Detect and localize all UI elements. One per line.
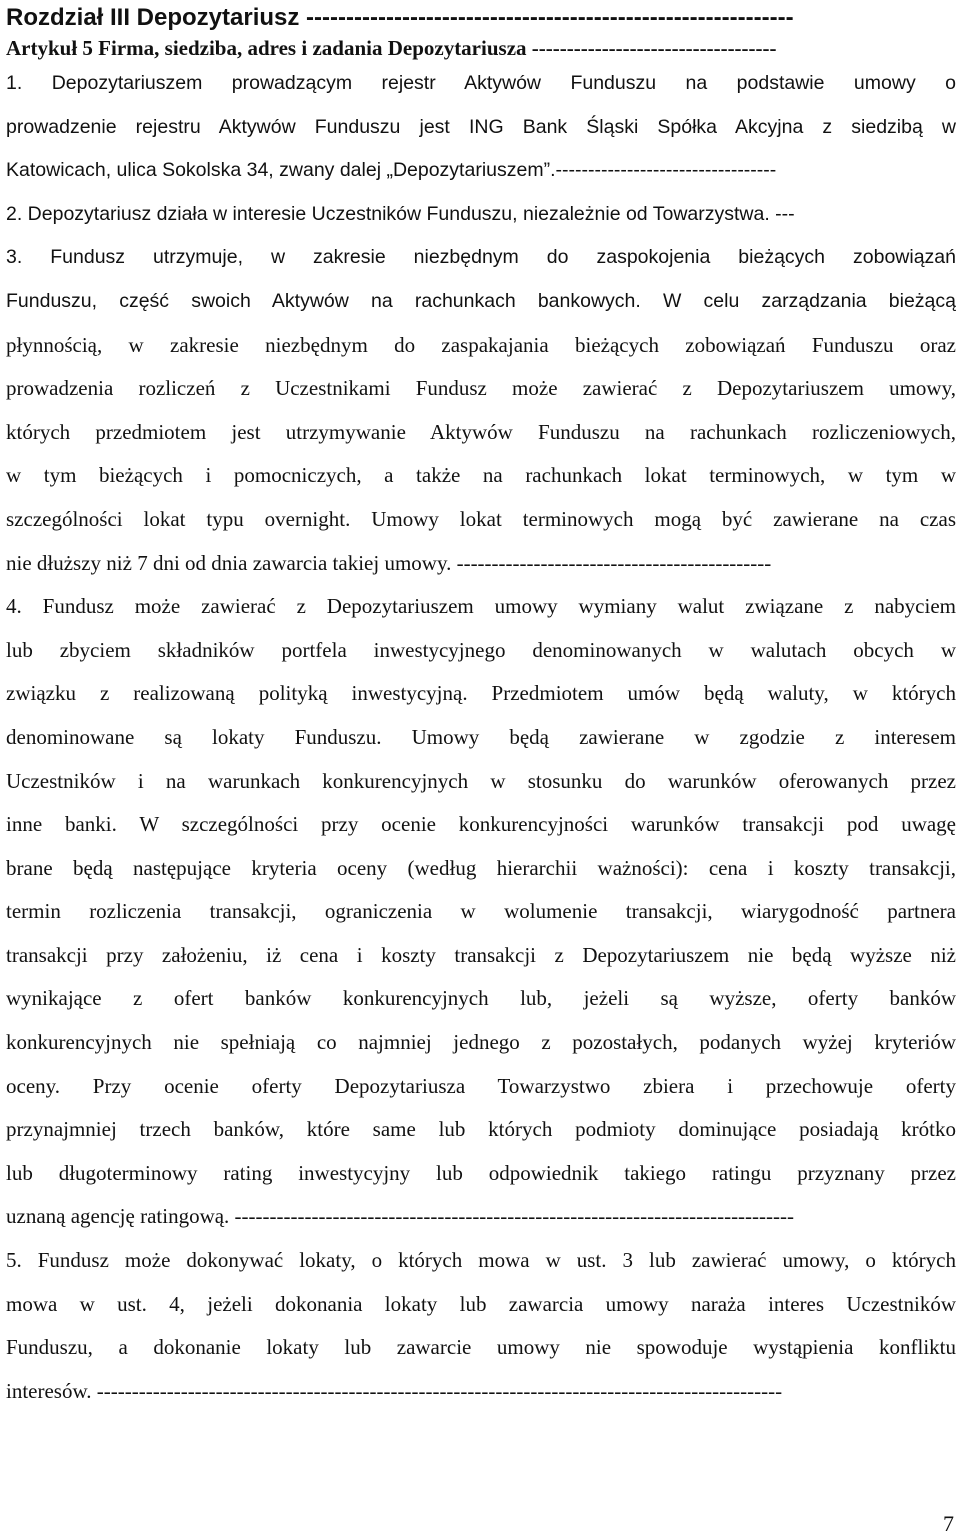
document-page bbox=[6, 0, 956, 1413]
body-line: inne banki. W szczególności przy ocenie konkurencyjności warunków transakcji pod uwagę bbox=[6, 812, 956, 837]
body-line: których przedmiotem jest utrzymywanie Aktywów Funduszu na rachunkach rozliczeniowych, bbox=[6, 419, 956, 444]
body-line: brane będą następujące kryteria oceny (według hierarchii ważności): cena i koszty transakcji, bbox=[6, 855, 956, 880]
body-line: prowadzenia rozliczeń z Uczestnikami Fundusz może zawierać z Depozytariuszem umowy, bbox=[6, 376, 956, 401]
article-body bbox=[6, 62, 956, 1413]
body-line: lub długoterminowy rating inwestycyjny lub odpowiednik takiego ratingu przyznany przez bbox=[6, 1160, 956, 1185]
body-line: Uczestników i na warunkach konkurencyjnych w stosunku do warunków oferowanych przez bbox=[6, 768, 956, 793]
page-number: 7 bbox=[943, 1511, 954, 1536]
body-line: Funduszu, część swoich Aktywów na rachunkach bankowych. W celu zarządzania bieżącą bbox=[6, 289, 956, 312]
body-line: 3. Fundusz utrzymuje, w zakresie niezbędnym do zaspokojenia bieżących zobowiązań bbox=[6, 246, 956, 269]
body-line: płynnością, w zakresie niezbędnym do zaspakajania bieżących zobowiązań Funduszu oraz bbox=[6, 332, 956, 357]
body-line: oceny. Przy ocenie oferty Depozytariusza Towarzystwo zbiera i przechowuje oferty bbox=[6, 1073, 956, 1098]
body-line: związku z realizowaną polityką inwestycyjną. Przedmiotem umów będą waluty, w których bbox=[6, 681, 956, 706]
body-line: wynikające z ofert banków konkurencyjnych lub, jeżeli są wyższe, oferty banków bbox=[6, 986, 956, 1011]
body-line: prowadzenie rejestru Aktywów Funduszu jest ING Bank Śląski Spółka Akcyjna z siedzibą w bbox=[6, 115, 956, 138]
body-line: przynajmniej trzech banków, które same lub których podmioty dominujące posiadają krótko bbox=[6, 1117, 956, 1142]
body-line: interesów. -------------------------------------------------------------------------------------------------- bbox=[6, 1378, 783, 1403]
body-line: szczególności lokat typu overnight. Umowy lokat terminowych mogą być zawierane na czas bbox=[6, 506, 956, 531]
body-line: 5. Fundusz może dokonywać lokaty, o których mowa w ust. 3 lub zawierać umowy, o których bbox=[6, 1248, 956, 1273]
body-line: denominowane są lokaty Funduszu. Umowy będą zawierane w zgodzie z interesem bbox=[6, 724, 956, 749]
body-line: 2. Depozytariusz działa w interesie Uczestników Funduszu, niezależnie od Towarzystwa. --- bbox=[6, 202, 795, 225]
body-line: termin rozliczenia transakcji, ograniczenia w wolumenie transakcji, wiarygodność partnera bbox=[6, 899, 956, 924]
body-line: Funduszu, a dokonanie lokaty lub zawarcie umowy nie spowoduje wystąpienia konfliktu bbox=[6, 1335, 956, 1360]
body-line: nie dłuższy niż 7 dni od dnia zawarcia takiej umowy. --------------------------------------------- bbox=[6, 550, 772, 575]
body-line: 4. Fundusz może zawierać z Depozytariuszem umowy wymiany walut związane z nabyciem bbox=[6, 594, 956, 619]
body-line: w tym bieżących i pomocniczych, a także na rachunkach lokat terminowych, w tym w bbox=[6, 463, 956, 488]
body-line: transakcji przy założeniu, iż cena i koszty transakcji z Depozytariuszem nie będą wyższe niż bbox=[6, 942, 956, 967]
body-line: 1. Depozytariuszem prowadzącym rejestr Aktywów Funduszu na podstawie umowy o bbox=[6, 72, 956, 94]
body-line: Katowicach, ulica Sokolska 34, zwany dalej „Depozytariuszem”.---------------------------------- bbox=[6, 159, 777, 182]
article-heading: Artykuł 5 Firma, siedziba, adres i zadania Depozytariusza ----------------------------------- bbox=[6, 36, 777, 60]
chapter-heading: Rozdział III Depozytariusz ------------------------------------------------------------- bbox=[6, 4, 794, 31]
body-line: mowa w ust. 4, jeżeli dokonania lokaty lub zawarcia umowy naraża interes Uczestników bbox=[6, 1291, 956, 1316]
body-line: lub zbyciem składników portfela inwestycyjnego denominowanych w walutach obcych w bbox=[6, 637, 956, 662]
body-line: konkurencyjnych nie spełniają co najmniej jednego z pozostałych, podanych wyżej kryteriów bbox=[6, 1030, 956, 1055]
body-line: uznaną agencję ratingową. -------------------------------------------------------------------------------- bbox=[6, 1204, 795, 1229]
